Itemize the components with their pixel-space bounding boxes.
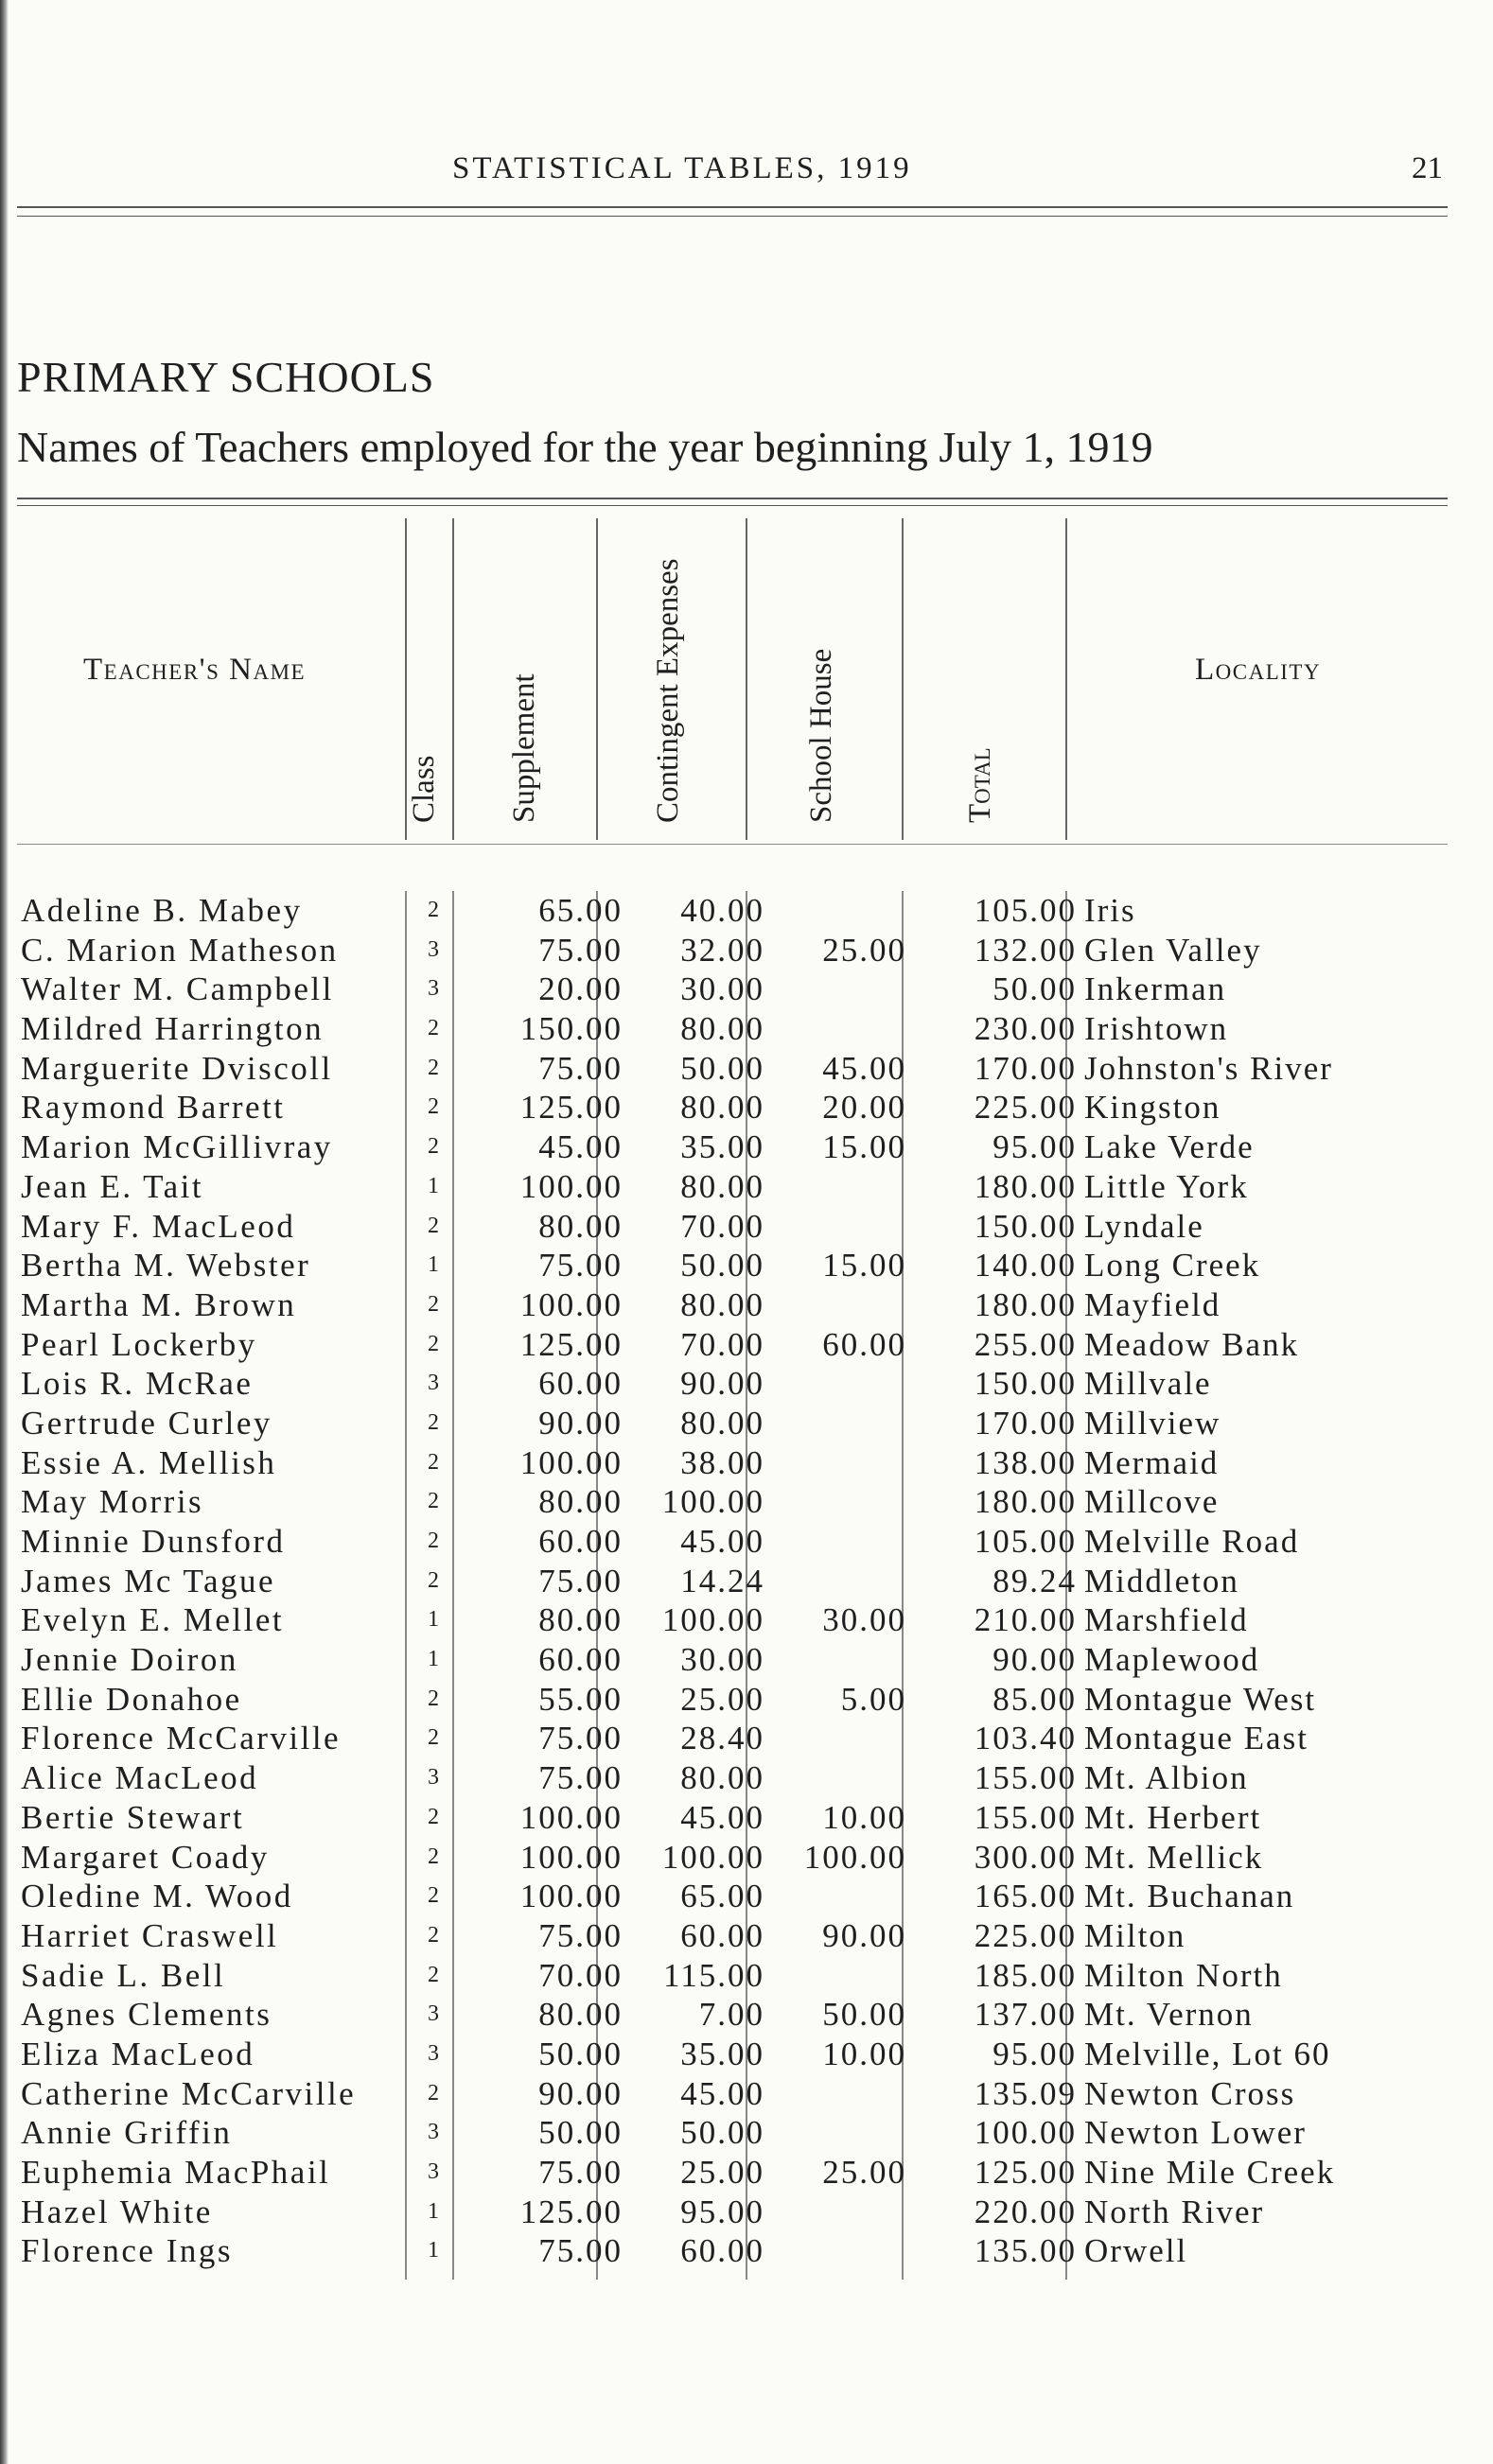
cell-contingent-expenses: 35.00 — [680, 2035, 764, 2072]
header-divider — [902, 518, 904, 840]
cell-supplement: 75.00 — [538, 2154, 623, 2191]
table-row — [17, 1640, 1448, 1680]
cell-teacher-name: Euphemia MacPhail — [21, 2154, 331, 2191]
cell-supplement: 100.00 — [519, 1285, 623, 1323]
cell-supplement: 75.00 — [538, 1247, 623, 1284]
cell-contingent-expenses: 80.00 — [680, 1404, 764, 1442]
cell-class: 3 — [428, 936, 439, 962]
cell-teacher-name: Bertie Stewart — [21, 1798, 245, 1836]
cell-locality: Johnston's River — [1084, 1049, 1333, 1087]
table-row — [17, 1088, 1448, 1127]
cell-class: 2 — [428, 1409, 439, 1435]
cell-contingent-expenses: 80.00 — [680, 1089, 764, 1127]
cell-class: 1 — [428, 2198, 439, 2224]
cell-class: 2 — [428, 1962, 439, 1987]
cell-locality: North River — [1084, 2193, 1265, 2230]
cell-class: 1 — [428, 1252, 439, 1278]
cell-total: 137.00 — [974, 1996, 1077, 2034]
cell-school-house: 30.00 — [822, 1601, 906, 1639]
table-row — [17, 1916, 1448, 1956]
cell-total: 103.40 — [974, 1720, 1077, 1757]
cell-teacher-name: Marguerite Dviscoll — [21, 1049, 333, 1087]
subtitle: Names of Teachers employed for the year beginning July 1, 1919 — [17, 423, 1153, 471]
header-total: Total — [963, 747, 997, 823]
table-row — [17, 1995, 1448, 2035]
cell-class: 2 — [428, 898, 439, 922]
cell-contingent-expenses: 45.00 — [680, 1798, 764, 1836]
table-row — [17, 1207, 1448, 1247]
cell-locality: Montague West — [1084, 1680, 1317, 1718]
cell-locality: Middleton — [1084, 1562, 1239, 1599]
cell-supplement: 50.00 — [538, 2035, 623, 2072]
cell-teacher-name: Evelyn E. Mellet — [21, 1601, 285, 1639]
cell-total: 100.00 — [974, 2114, 1077, 2152]
table-row — [17, 2231, 1448, 2271]
cell-total: 220.00 — [974, 2193, 1077, 2230]
cell-class: 3 — [428, 976, 439, 1002]
table-row — [17, 1049, 1448, 1089]
cell-total: 155.00 — [974, 1798, 1077, 1836]
cell-teacher-name: Mary F. MacLeod — [21, 1207, 296, 1245]
cell-teacher-name: Ellie Donahoe — [21, 1680, 242, 1718]
cell-total: 180.00 — [974, 1285, 1077, 1323]
cell-school-house: 100.00 — [803, 1838, 906, 1876]
cell-locality: Mayfield — [1084, 1285, 1221, 1323]
cell-supplement: 80.00 — [538, 1483, 623, 1521]
table-row — [17, 970, 1448, 1009]
cell-contingent-expenses: 30.00 — [680, 970, 764, 1008]
cell-school-house: 25.00 — [822, 931, 906, 969]
cell-contingent-expenses: 30.00 — [680, 1641, 764, 1679]
cell-supplement: 75.00 — [538, 931, 623, 969]
cell-teacher-name: Minnie Dunsford — [21, 1523, 286, 1560]
cell-class: 1 — [428, 1647, 439, 1672]
table-row — [17, 1956, 1448, 1996]
cell-teacher-name: Oledine M. Wood — [21, 1878, 293, 1915]
table-row — [17, 1246, 1448, 1285]
cell-locality: Nine Mile Creek — [1084, 2154, 1336, 2191]
cell-locality: Lyndale — [1084, 1207, 1204, 1245]
cell-class: 2 — [428, 1055, 439, 1080]
cell-teacher-name: May Morris — [21, 1483, 204, 1521]
cell-teacher-name: Walter M. Campbell — [21, 970, 334, 1008]
cell-contingent-expenses: 70.00 — [680, 1325, 764, 1363]
section-title: PRIMARY SCHOOLS — [17, 353, 435, 401]
cell-school-house: 45.00 — [822, 1049, 906, 1087]
header-divider — [746, 518, 747, 840]
cell-teacher-name: Bertha M. Webster — [21, 1247, 311, 1284]
cell-supplement: 100.00 — [519, 1167, 623, 1205]
cell-locality: Irishtown — [1084, 1010, 1229, 1048]
cell-teacher-name: Raymond Barrett — [21, 1089, 286, 1127]
table-row — [17, 1719, 1448, 1758]
cell-locality: Mt. Albion — [1084, 1759, 1249, 1797]
cell-class: 2 — [428, 1844, 439, 1869]
table-row — [17, 2153, 1448, 2193]
header-bottom-rule — [17, 844, 1448, 845]
cell-supplement: 100.00 — [519, 1443, 623, 1481]
cell-total: 225.00 — [974, 1916, 1077, 1954]
table-row — [17, 1522, 1448, 1562]
table-row — [17, 1404, 1448, 1443]
table-row — [17, 2113, 1448, 2153]
cell-contingent-expenses: 35.00 — [680, 1128, 764, 1166]
cell-contingent-expenses: 40.00 — [680, 892, 764, 929]
cell-school-house: 50.00 — [822, 1996, 906, 2034]
cell-class: 2 — [428, 2080, 439, 2106]
cell-total: 125.00 — [974, 2154, 1077, 2191]
table-row — [17, 1838, 1448, 1878]
cell-contingent-expenses: 45.00 — [680, 2074, 764, 2112]
cell-school-house: 90.00 — [822, 1916, 906, 1954]
cell-school-house: 25.00 — [822, 2154, 906, 2191]
cell-school-house: 10.00 — [822, 2035, 906, 2072]
cell-supplement: 125.00 — [519, 1089, 623, 1127]
cell-teacher-name: Florence Ings — [21, 2232, 233, 2270]
cell-school-house: 15.00 — [822, 1128, 906, 1166]
cell-supplement: 50.00 — [538, 2114, 623, 2152]
cell-contingent-expenses: 60.00 — [680, 1916, 764, 1954]
cell-total: 255.00 — [974, 1325, 1077, 1363]
cell-supplement: 100.00 — [519, 1838, 623, 1876]
cell-supplement: 80.00 — [538, 1601, 623, 1639]
cell-total: 105.00 — [974, 892, 1077, 929]
cell-teacher-name: Mildred Harrington — [21, 1010, 325, 1048]
cell-contingent-expenses: 65.00 — [680, 1878, 764, 1915]
cell-contingent-expenses: 7.00 — [698, 1996, 764, 2034]
cell-locality: Iris — [1084, 892, 1136, 929]
cell-class: 2 — [428, 1016, 439, 1041]
table-header — [17, 501, 1448, 842]
table-row — [17, 1285, 1448, 1325]
cell-total: 170.00 — [974, 1404, 1077, 1442]
cell-locality: Maplewood — [1084, 1641, 1260, 1679]
cell-locality: Inkerman — [1084, 970, 1227, 1008]
cell-class: 2 — [428, 1725, 439, 1751]
cell-teacher-name: Alice MacLeod — [21, 1759, 259, 1797]
cell-class: 2 — [428, 1489, 439, 1514]
top-rule — [17, 206, 1448, 208]
cell-locality: Glen Valley — [1084, 931, 1262, 969]
cell-locality: Little York — [1084, 1167, 1249, 1205]
cell-total: 150.00 — [974, 1207, 1077, 1245]
table-row — [17, 1680, 1448, 1720]
cell-teacher-name: Margaret Coady — [21, 1838, 270, 1876]
cell-locality: Newton Cross — [1084, 2074, 1296, 2112]
cell-class: 2 — [428, 1094, 439, 1120]
cell-class: 2 — [428, 1922, 439, 1948]
cell-supplement: 80.00 — [538, 1207, 623, 1245]
table-row — [17, 2035, 1448, 2074]
cell-contingent-expenses: 95.00 — [680, 2193, 764, 2230]
cell-total: 180.00 — [974, 1483, 1077, 1521]
table-row — [17, 1877, 1448, 1916]
cell-supplement: 75.00 — [538, 2232, 623, 2270]
table-row — [17, 1562, 1448, 1601]
cell-total: 225.00 — [974, 1089, 1077, 1127]
cell-class: 3 — [428, 2159, 439, 2184]
cell-locality: Montague East — [1084, 1720, 1309, 1757]
cell-supplement: 55.00 — [538, 1680, 623, 1718]
cell-supplement: 75.00 — [538, 1720, 623, 1757]
cell-locality: Melville, Lot 60 — [1084, 2035, 1331, 2072]
cell-supplement: 20.00 — [538, 970, 623, 1008]
cell-locality: Millvale — [1084, 1365, 1212, 1403]
table-row — [17, 1798, 1448, 1838]
cell-supplement: 90.00 — [538, 1404, 623, 1442]
cell-supplement: 75.00 — [538, 1916, 623, 1954]
cell-locality: Orwell — [1084, 2232, 1188, 2270]
cell-school-house: 15.00 — [822, 1247, 906, 1284]
cell-teacher-name: Sadie L. Bell — [21, 1956, 226, 1994]
cell-class: 2 — [428, 1567, 439, 1593]
table-row — [17, 931, 1448, 970]
cell-teacher-name: Lois R. McRae — [21, 1365, 254, 1403]
cell-total: 180.00 — [974, 1167, 1077, 1205]
cell-contingent-expenses: 25.00 — [680, 1680, 764, 1718]
cell-teacher-name: Catherine McCarville — [21, 2074, 357, 2112]
cell-contingent-expenses: 60.00 — [680, 2232, 764, 2270]
cell-contingent-expenses: 28.40 — [680, 1720, 764, 1757]
header-supplement: Supplement — [507, 673, 541, 823]
table-row — [17, 1325, 1448, 1365]
header-top-rule — [17, 498, 1448, 499]
cell-teacher-name: Martha M. Brown — [21, 1285, 297, 1323]
cell-teacher-name: Florence McCarville — [21, 1720, 342, 1757]
cell-locality: Newton Lower — [1084, 2114, 1307, 2152]
header-teacher-name: Teacher's Name — [83, 653, 307, 687]
cell-class: 2 — [428, 1291, 439, 1317]
cell-supplement: 65.00 — [538, 892, 623, 929]
cell-class: 3 — [428, 2120, 439, 2145]
header-divider — [1065, 518, 1067, 840]
cell-locality: Mt. Herbert — [1084, 1798, 1262, 1836]
cell-contingent-expenses: 100.00 — [661, 1601, 764, 1639]
cell-supplement: 75.00 — [538, 1049, 623, 1087]
table-row — [17, 1009, 1448, 1049]
cell-supplement: 100.00 — [519, 1878, 623, 1915]
cell-total: 138.00 — [974, 1443, 1077, 1481]
cell-contingent-expenses: 50.00 — [680, 1049, 764, 1087]
cell-supplement: 60.00 — [538, 1523, 623, 1560]
cell-supplement: 60.00 — [538, 1365, 623, 1403]
cell-locality: Mt. Vernon — [1084, 1996, 1254, 2034]
cell-total: 300.00 — [974, 1838, 1077, 1876]
cell-teacher-name: Eliza MacLeod — [21, 2035, 255, 2072]
cell-teacher-name: Pearl Lockerby — [21, 1325, 257, 1363]
running-head — [0, 151, 1493, 199]
cell-school-house: 5.00 — [840, 1680, 906, 1718]
cell-supplement: 90.00 — [538, 2074, 623, 2112]
cell-total: 135.00 — [974, 2232, 1077, 2270]
cell-class: 2 — [428, 1331, 439, 1356]
cell-contingent-expenses: 50.00 — [680, 2114, 764, 2152]
cell-total: 89.24 — [992, 1562, 1077, 1599]
header-contingent-expenses: Contingent Expenses — [651, 558, 685, 823]
cell-teacher-name: Annie Griffin — [21, 2114, 233, 2152]
cell-contingent-expenses: 115.00 — [663, 1956, 764, 1994]
cell-school-house: 20.00 — [822, 1089, 906, 1127]
cell-class: 2 — [428, 1449, 439, 1475]
cell-teacher-name: Jean E. Tait — [21, 1167, 204, 1205]
cell-contingent-expenses: 80.00 — [680, 1285, 764, 1323]
cell-contingent-expenses: 80.00 — [680, 1167, 764, 1205]
cell-supplement: 45.00 — [538, 1128, 623, 1166]
cell-locality: Melville Road — [1084, 1523, 1300, 1560]
cell-supplement: 100.00 — [519, 1798, 623, 1836]
cell-total: 85.00 — [992, 1680, 1077, 1718]
cell-locality: Marshfield — [1084, 1601, 1249, 1639]
cell-locality: Mt. Mellick — [1084, 1838, 1264, 1876]
table-row — [17, 891, 1448, 931]
table-row — [17, 1600, 1448, 1640]
cell-locality: Meadow Bank — [1084, 1325, 1300, 1363]
cell-locality: Millcove — [1084, 1483, 1220, 1521]
table-row — [17, 2193, 1448, 2232]
cell-locality: Milton — [1084, 1916, 1186, 1954]
header-class: Class — [407, 755, 441, 823]
cell-supplement: 125.00 — [519, 1325, 623, 1363]
cell-teacher-name: Hazel White — [21, 2193, 213, 2230]
cell-teacher-name: C. Marion Matheson — [21, 931, 339, 969]
cell-teacher-name: Essie A. Mellish — [21, 1443, 277, 1481]
header-school-house: School House — [804, 648, 838, 823]
cell-contingent-expenses: 70.00 — [680, 1207, 764, 1245]
cell-total: 210.00 — [974, 1601, 1077, 1639]
cell-contingent-expenses: 45.00 — [680, 1523, 764, 1560]
table-row — [17, 1758, 1448, 1798]
cell-total: 185.00 — [974, 1956, 1077, 1994]
cell-class: 3 — [428, 2040, 439, 2066]
cell-class: 1 — [428, 1607, 439, 1633]
cell-total: 95.00 — [992, 2035, 1077, 2072]
cell-total: 90.00 — [992, 1641, 1077, 1679]
cell-total: 150.00 — [974, 1365, 1077, 1403]
cell-locality: Long Creek — [1084, 1247, 1261, 1284]
cell-class: 3 — [428, 1371, 439, 1396]
cell-contingent-expenses: 14.24 — [680, 1562, 764, 1599]
cell-contingent-expenses: 32.00 — [680, 931, 764, 969]
cell-school-house: 10.00 — [822, 1798, 906, 1836]
cell-school-house: 60.00 — [822, 1325, 906, 1363]
cell-class: 2 — [428, 1529, 439, 1553]
cell-total: 165.00 — [974, 1878, 1077, 1915]
cell-locality: Lake Verde — [1084, 1128, 1255, 1166]
cell-teacher-name: Gertrude Curley — [21, 1404, 272, 1442]
cell-contingent-expenses: 80.00 — [680, 1759, 764, 1797]
cell-teacher-name: Agnes Clements — [21, 1996, 272, 2034]
cell-supplement: 70.00 — [538, 1956, 623, 1994]
cell-total: 132.00 — [974, 931, 1077, 969]
cell-class: 3 — [428, 1765, 439, 1791]
cell-contingent-expenses: 100.00 — [661, 1483, 764, 1521]
cell-contingent-expenses: 38.00 — [680, 1443, 764, 1481]
top-rule-thin — [17, 216, 1448, 217]
cell-supplement: 60.00 — [538, 1641, 623, 1679]
cell-total: 95.00 — [992, 1128, 1077, 1166]
cell-locality: Mermaid — [1084, 1443, 1220, 1481]
cell-locality: Millview — [1084, 1404, 1221, 1442]
cell-teacher-name: Harriet Craswell — [21, 1916, 279, 1954]
cell-class: 2 — [428, 1804, 439, 1829]
cell-locality: Mt. Buchanan — [1084, 1878, 1295, 1915]
cell-supplement: 150.00 — [519, 1010, 623, 1048]
cell-teacher-name: Jennie Doiron — [21, 1641, 238, 1679]
cell-supplement: 75.00 — [538, 1759, 623, 1797]
cell-class: 2 — [428, 1883, 439, 1909]
cell-locality: Kingston — [1084, 1089, 1221, 1127]
table-row — [17, 1482, 1448, 1522]
cell-supplement: 75.00 — [538, 1562, 623, 1599]
cell-total: 50.00 — [992, 970, 1077, 1008]
cell-total: 105.00 — [974, 1523, 1077, 1560]
cell-class: 2 — [428, 1213, 439, 1238]
cell-total: 230.00 — [974, 1010, 1077, 1048]
table-row — [17, 1443, 1448, 1483]
cell-total: 140.00 — [974, 1247, 1077, 1284]
cell-class: 3 — [428, 2001, 439, 2027]
cell-total: 155.00 — [974, 1759, 1077, 1797]
cell-contingent-expenses: 50.00 — [680, 1247, 764, 1284]
running-title: STATISTICAL TABLES, 1919 — [452, 151, 912, 185]
table-body — [17, 891, 1448, 2271]
cell-total: 170.00 — [974, 1049, 1077, 1087]
cell-contingent-expenses: 80.00 — [680, 1010, 764, 1048]
cell-contingent-expenses: 100.00 — [661, 1838, 764, 1876]
table-row — [17, 1364, 1448, 1404]
cell-class: 2 — [428, 1686, 439, 1711]
table-row — [17, 2074, 1448, 2114]
cell-locality: Milton North — [1084, 1956, 1283, 1994]
cell-supplement: 125.00 — [519, 2193, 623, 2230]
cell-class: 1 — [428, 1173, 439, 1198]
cell-teacher-name: James Mc Tague — [21, 1562, 276, 1599]
header-divider — [452, 518, 454, 840]
cell-supplement: 80.00 — [538, 1996, 623, 2034]
header-divider — [596, 518, 598, 840]
cell-contingent-expenses: 90.00 — [680, 1365, 764, 1403]
cell-total: 135.09 — [974, 2074, 1077, 2112]
cell-class: 2 — [428, 1134, 439, 1160]
page-binding-edge — [0, 0, 9, 2464]
table-row — [17, 1167, 1448, 1207]
cell-class: 1 — [428, 2238, 439, 2263]
header-locality: Locality — [1195, 653, 1322, 687]
cell-teacher-name: Adeline B. Mabey — [21, 892, 303, 929]
cell-contingent-expenses: 25.00 — [680, 2154, 764, 2191]
table-row — [17, 1127, 1448, 1167]
cell-teacher-name: Marion McGillivray — [21, 1128, 333, 1166]
page-number: 21 — [1412, 151, 1443, 185]
